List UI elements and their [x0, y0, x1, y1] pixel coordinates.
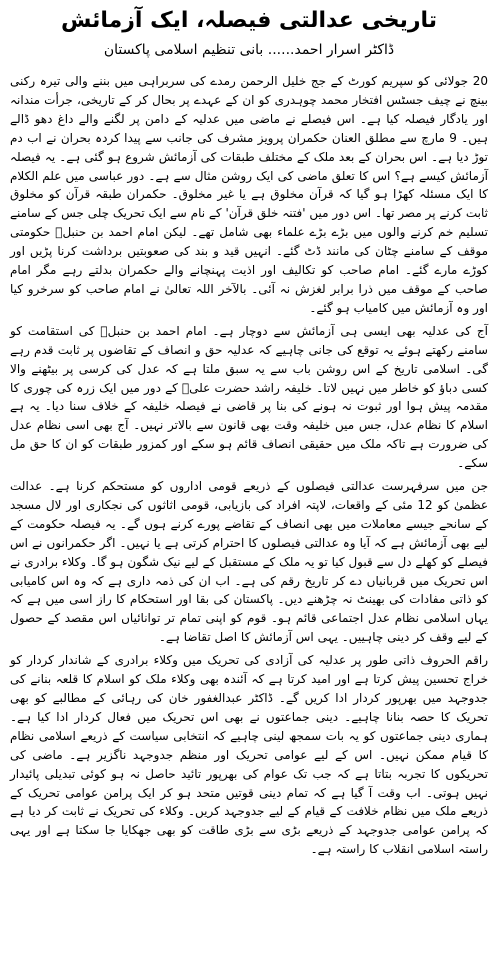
article-body: [10, 72, 488, 859]
article-paragraph: راقم الحروف ذاتی طور پر عدلیہ کی آزادی کی تحریک میں وکلاء برادری کے شاندار کردار کو خراج تحسین پیش کرتا ہے اور امید کرتا ہے کہ آئندہ بھی وکلاء ملک کو اسلام کا قلعہ بنانے کی جدوجہد میں بھرپور کردار ادا کریں گے۔ ڈاکٹر عبدالغفور خان کی رہائی کے مطالبے کو بھی تحریک کا حصہ بنانا چاہیے۔ دینی جماعتوں نے بھی اس تحریک میں فعال کردار ادا کیا ہے۔ ہماری دینی جماعتوں کو یہ بات سمجھ لینی چاہیے کہ انتخابی سیاست کے ذریعے اسلامی نظام کا قیام ممکن نہیں۔ اس کے لیے عوامی تحریک اور منظم جدوجہد ناگزیر ہے۔ ماضی کی تحریکوں کا تجربہ بتاتا ہے کہ جب تک عوام کی بھرپور تائید حاصل نہ ہو کوئی تبدیلی پائیدار نہیں ہوتی۔ اب وقت آ گیا ہے کہ تمام دینی قوتیں متحد ہو کر ایک پرامن عوامی تحریک کے ذریعے ملک میں نظام خلافت کے قیام کے لیے جدوجہد کریں۔ وکلاء کی تحریک نے ثابت کر دیا ہے کہ پرامن عوامی جدوجہد کے ذریعے بڑی سے بڑی طاقت کو بھی جھکایا جا سکتا ہے اور یہی راستہ اسلامی انقلاب کا راستہ ہے۔: [10, 653, 488, 857]
article-paragraph: 20 جولائی کو سپریم کورٹ کے جج خلیل الرحمن رمدے کی سربراہی میں بننے والی تیرہ رکنی بینچ نے چیف جسٹس افتخار محمد چوہدری کو ان کے عہدے پر بحال کر کے تاریخی، جرأت مندانہ اور یادگار فیصلہ کیا ہے۔ اس فیصلے نے ماضی میں عدلیہ کے دامن پر لگنے والے داغ دھو ڈالے ہیں۔ 9 مارچ سے مطلق العنان حکمران پرویز مشرف کی جانب سے پیدا کردہ بحران نے اب دم توڑ دیا ہے۔ اس بحران کے بعد ملک کے مختلف طبقات کی آزمائش شروع ہو گئی ہے۔ یہ فیصلہ آزمائش کیسے ہے؟ اس کا تعلق ماضی کی ایک روشن مثال سے ہے۔ دور عباسی میں علم الکلام کا ایک مسئلہ کھڑا ہو گیا کہ قرآن مخلوق ہے یا غیر مخلوق۔ حکمران طبقہ قرآن کو مخلوق ثابت کرنے پر مصر تھا۔ اس دور میں 'فتنہ خلق قرآن' کے نام سے ایک تحریک چلی جس کے سامنے تسلیم خم کرنے والوں میں بڑے بڑے علماء بھی شامل تھے۔ لیکن امام احمد بن حنبلؒ حکومتی موقف کے سامنے چٹان کی مانند ڈٹ گئے۔ انہیں قید و بند کی صعوبتیں برداشت کرنا پڑیں اور کوڑے مارے گئے۔ امام صاحب کو تکالیف اور اذیت پہنچانے والے حکمران بدلتے رہے مگر امام صاحب کے موقف میں ذرا برابر لغزش نہ آئی۔ بالآخر اللہ تعالیٰ نے امام صاحب کو سرخرو کیا اور وہ آزمائش میں کامیاب ہو گئے۔: [10, 74, 489, 315]
article-paragraph: جن میں سرفہرست عدالتی فیصلوں کے ذریعے قومی اداروں کو مستحکم کرنا ہے۔ عدالت عظمیٰ کو 12 مئی کے واقعات، لاپتہ افراد کی بازیابی، قومی اثاثوں کی نجکاری اور لال مسجد کے سانحے جیسے معاملات میں بھی انصاف کے تقاضے پورے کرنے ہوں گے۔ یہ فیصلہ حکومت کے لیے بھی آزمائش ہے کہ آیا وہ عدالتی فیصلوں کا احترام کرتی ہے یا نہیں۔ اگر حکمرانوں نے اس فیصلے کو کھلے دل سے قبول کیا تو یہ ملک کے مستقبل کے لیے نیک شگون ہو گا۔ وکلاء برادری نے اس تحریک میں قربانیاں دے کر تاریخ رقم کی ہے۔ اب ان کی ذمہ داری ہے کہ وہ اس کامیابی کو ذاتی مفادات کی بھینٹ نہ چڑھنے دیں۔ پاکستان کی بقا اور استحکام کا راز اسی میں ہے کہ یہاں اسلامی نظام عدل اجتماعی قائم ہو۔ قوم کو اپنی تمام تر توانائیاں اس مقصد کے حصول کے لیے وقف کر دینی چاہییں۔ یہی اس آزمائش کا اصل تقاضا ہے۔: [10, 479, 489, 645]
article-paragraph: آج کی عدلیہ بھی ایسی ہی آزمائش سے دوچار ہے۔ امام احمد بن حنبلؒ کی استقامت کو سامنے رکھتے ہوئے یہ توقع کی جانی چاہیے کہ عدلیہ حق و انصاف کے تقاضوں پر ثابت قدم رہے گی۔ اسلامی تاریخ کے اس روشن باب سے یہ سبق ملتا ہے کہ عدل کی کرسی پر بیٹھنے والا کسی دباؤ کو خاطر میں نہیں لاتا۔ خلیفہ راشد حضرت علیؓ کے دور میں ایک زرہ کی چوری کا مقدمہ پیش ہوا اور ثبوت نہ ہونے کی بنا پر قاضی نے فیصلہ خلیفہ کے خلاف سنا دیا۔ یہ ہے اسلام کا نظام عدل، جس میں خلیفہ وقت بھی قانون سے بالاتر نہیں۔ آج بھی اسی نظام عدل کی ضرورت ہے تاکہ ملک میں حقیقی انصاف قائم ہو سکے اور کمزور طبقات کو ان کا حق مل سکے۔: [10, 323, 488, 471]
article-title: تاریخی عدالتی فیصلہ، ایک آزمائش: [60, 8, 438, 33]
article-byline: ڈاکٹر اسرار احمد...... بانی تنظیم اسلامی پاکستان: [103, 42, 395, 58]
